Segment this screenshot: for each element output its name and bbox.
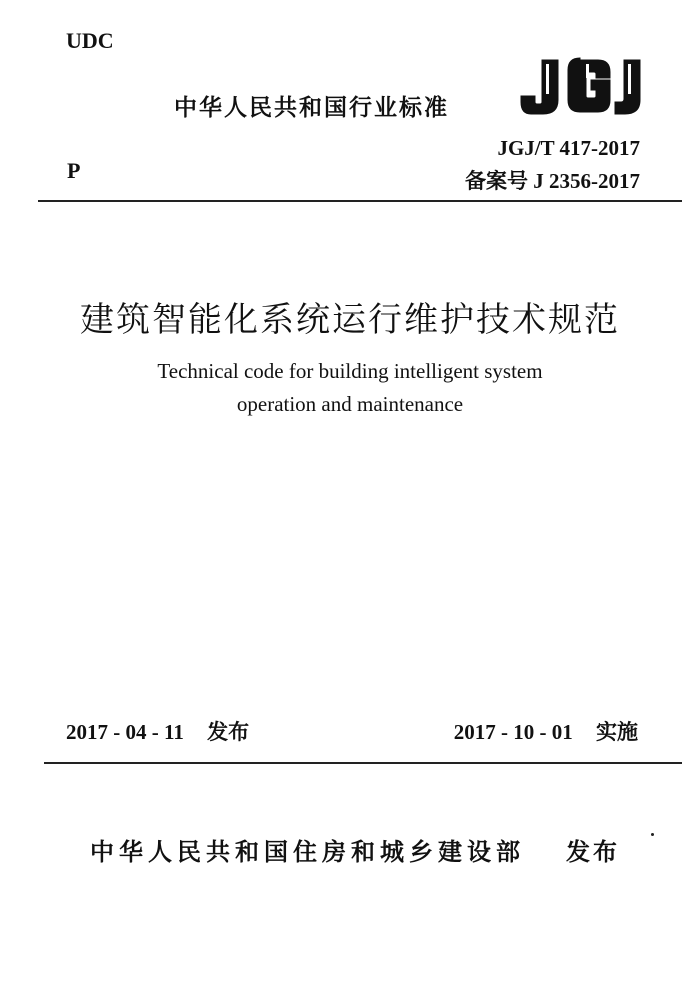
effective-date-block [454, 716, 638, 746]
speck-mark [651, 833, 654, 836]
industry-standard-label: 中华人民共和国行业标准 [174, 95, 449, 121]
title-chinese: 建筑智能化系统运行维护技术规范 [80, 300, 620, 340]
issued-label: 发布 [207, 720, 250, 744]
issue-label: 发布 [566, 838, 620, 866]
issued-date: 2017 - 04 - 11 [66, 720, 184, 744]
effective-date: 2017 - 10 - 01 [453, 720, 573, 744]
udc-label: UDC [66, 28, 114, 53]
jgj-logo [520, 56, 644, 118]
title-english-line2: operation and maintenance [236, 392, 464, 416]
standard-number: JGJ/T 417-2017 [497, 136, 640, 160]
classification-letter: P [67, 158, 81, 183]
title-english [0, 355, 700, 421]
footer-divider [44, 762, 682, 764]
record-number: 备案号 J 2356-2017 [465, 169, 640, 193]
issuing-authority: 中华人民共和国住房和城乡建设部 [90, 838, 525, 866]
header-divider [38, 200, 682, 202]
title-english-line1: Technical code for building intelligent system [157, 359, 543, 383]
effective-label: 实施 [596, 720, 638, 744]
issued-date-block [66, 716, 249, 746]
